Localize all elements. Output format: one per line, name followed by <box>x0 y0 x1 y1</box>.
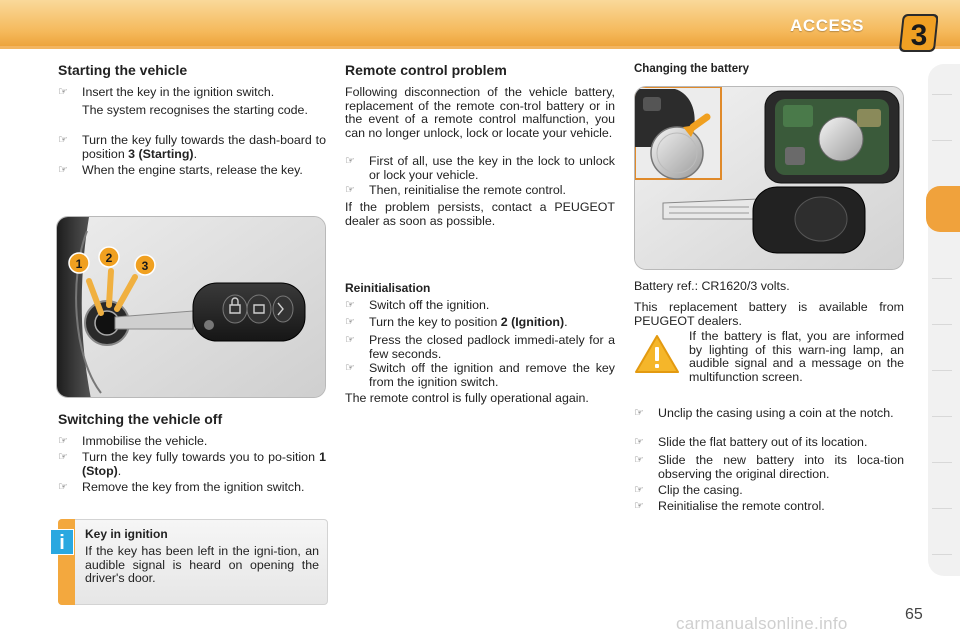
info-box-text: If the key has been left in the igni-tion, an audible signal is heard on opening the driver's door. <box>85 544 319 585</box>
hand-pointer-icon: ☞ <box>58 164 68 176</box>
battery-illustration <box>635 87 904 270</box>
thumb-tick <box>932 278 952 279</box>
thumb-tick <box>932 94 952 95</box>
hand-pointer-icon: ☞ <box>634 407 644 419</box>
starting-step-2: ☞ Turn the key fully towards the dash-board to position 3 (Starting). <box>58 133 326 161</box>
info-icon: i <box>50 529 74 555</box>
hand-pointer-icon: ☞ <box>58 134 68 146</box>
starting-position: 3 (Starting) <box>128 146 194 161</box>
thumb-tick <box>932 416 952 417</box>
hand-pointer-icon: ☞ <box>345 334 355 346</box>
reinit-position: 2 (Ignition) <box>500 315 565 329</box>
hand-pointer-icon: ☞ <box>345 316 355 328</box>
position-label-2: 2 <box>105 251 113 265</box>
position-label-1: 1 <box>75 257 83 271</box>
reinit-step-4: ☞ Switch off the ignition and remove the key from the ignition switch. <box>345 361 615 389</box>
header-stripe <box>0 46 960 49</box>
ignition-figure <box>56 216 326 398</box>
hand-pointer-icon: ☞ <box>634 454 644 466</box>
switching-step-2: ☞ Turn the key fully towards you to po-sition 1 (Stop). <box>58 450 326 478</box>
thumb-tick <box>932 554 952 555</box>
hand-pointer-icon: ☞ <box>58 451 68 463</box>
thumb-tick <box>932 508 952 509</box>
hand-pointer-icon: ☞ <box>345 362 355 374</box>
hand-pointer-icon: ☞ <box>634 436 644 448</box>
hand-pointer-icon: ☞ <box>345 155 355 167</box>
warning-text: If the battery is flat, you are informed by lighting of this warn-ing lamp, an audible signal and a message on the multifunction screen. <box>689 329 904 384</box>
battery-ref: Battery ref.: CR1620/3 volts. <box>634 279 790 293</box>
thumb-tick <box>932 462 952 463</box>
remote-intro: Following disconnection of the vehicle battery, replacement of the remote con-trol battery or in the event of a remote control malfunction, you can no longer unlock, lock or locate your vehicle. <box>345 85 615 140</box>
battery-heading: Changing the battery <box>634 63 750 75</box>
switching-heading: Switching the vehicle off <box>58 411 223 427</box>
battery-available: This replacement battery is available from PEUGEOT dealers. <box>634 300 904 328</box>
hand-pointer-icon: ☞ <box>58 435 68 447</box>
hand-pointer-icon: ☞ <box>634 500 644 512</box>
reinit-step-2: ☞ Turn the key to position 2 (Ignition). <box>345 315 568 329</box>
ignition-illustration <box>57 217 326 398</box>
battery-step-3: ☞ Slide the new battery into its loca-tion observing the original direction. <box>634 453 904 481</box>
starting-note: The system recognises the starting code. <box>82 103 308 117</box>
remote-heading: Remote control problem <box>345 62 507 78</box>
chapter-number-badge <box>898 12 938 54</box>
switching-position: 1 (Stop) <box>82 450 326 478</box>
hand-pointer-icon: ☞ <box>58 86 68 98</box>
reinit-step-3: ☞ Press the closed padlock immedi-ately for a few seconds. <box>345 333 615 361</box>
thumb-tick <box>932 140 952 141</box>
starting-heading: Starting the vehicle <box>58 62 188 78</box>
reinit-outro: The remote control is fully operational again. <box>345 391 589 405</box>
thumb-tab-active[interactable] <box>926 186 960 232</box>
chapter-title: ACCESS <box>790 16 864 35</box>
hand-pointer-icon: ☞ <box>634 484 644 496</box>
remote-dealer-text: If the problem persists, contact a PEUGEOT dealer as soon as possible. <box>345 200 615 228</box>
battery-figure <box>634 86 904 270</box>
reinit-heading: Reinitialisation <box>345 281 431 295</box>
position-label-3: 3 <box>141 259 149 273</box>
hand-pointer-icon: ☞ <box>345 299 355 311</box>
thumb-tick <box>932 370 952 371</box>
starting-step-3: ☞ When the engine starts, release the key. <box>58 163 303 177</box>
thumb-tick <box>932 324 952 325</box>
chapter-number: 3 <box>910 19 928 52</box>
hand-pointer-icon: ☞ <box>345 184 355 196</box>
battery-step-5: ☞ Reinitialise the remote control. <box>634 499 825 513</box>
switching-step-1: ☞ Immobilise the vehicle. <box>58 434 208 448</box>
switching-step-3: ☞ Remove the key from the ignition switch. <box>58 480 305 494</box>
watermark: carmanualsonline.info <box>676 614 848 633</box>
remote-step-2: ☞ Then, reinitialise the remote control. <box>345 183 566 197</box>
remote-step-1: ☞ First of all, use the key in the lock to unlock or lock your vehicle. <box>345 154 615 182</box>
warning-triangle-icon <box>634 334 680 374</box>
battery-step-1: ☞ Unclip the casing using a coin at the notch. <box>634 406 894 420</box>
reinit-step-1: ☞ Switch off the ignition. <box>345 298 490 312</box>
battery-step-4: ☞ Clip the casing. <box>634 483 743 497</box>
page-number: 65 <box>905 606 923 623</box>
starting-step-1: ☞ Insert the key in the ignition switch. <box>58 85 275 99</box>
battery-step-2: ☞ Slide the flat battery out of its location. <box>634 435 868 449</box>
info-box-title: Key in ignition <box>85 527 168 541</box>
hand-pointer-icon: ☞ <box>58 481 68 493</box>
